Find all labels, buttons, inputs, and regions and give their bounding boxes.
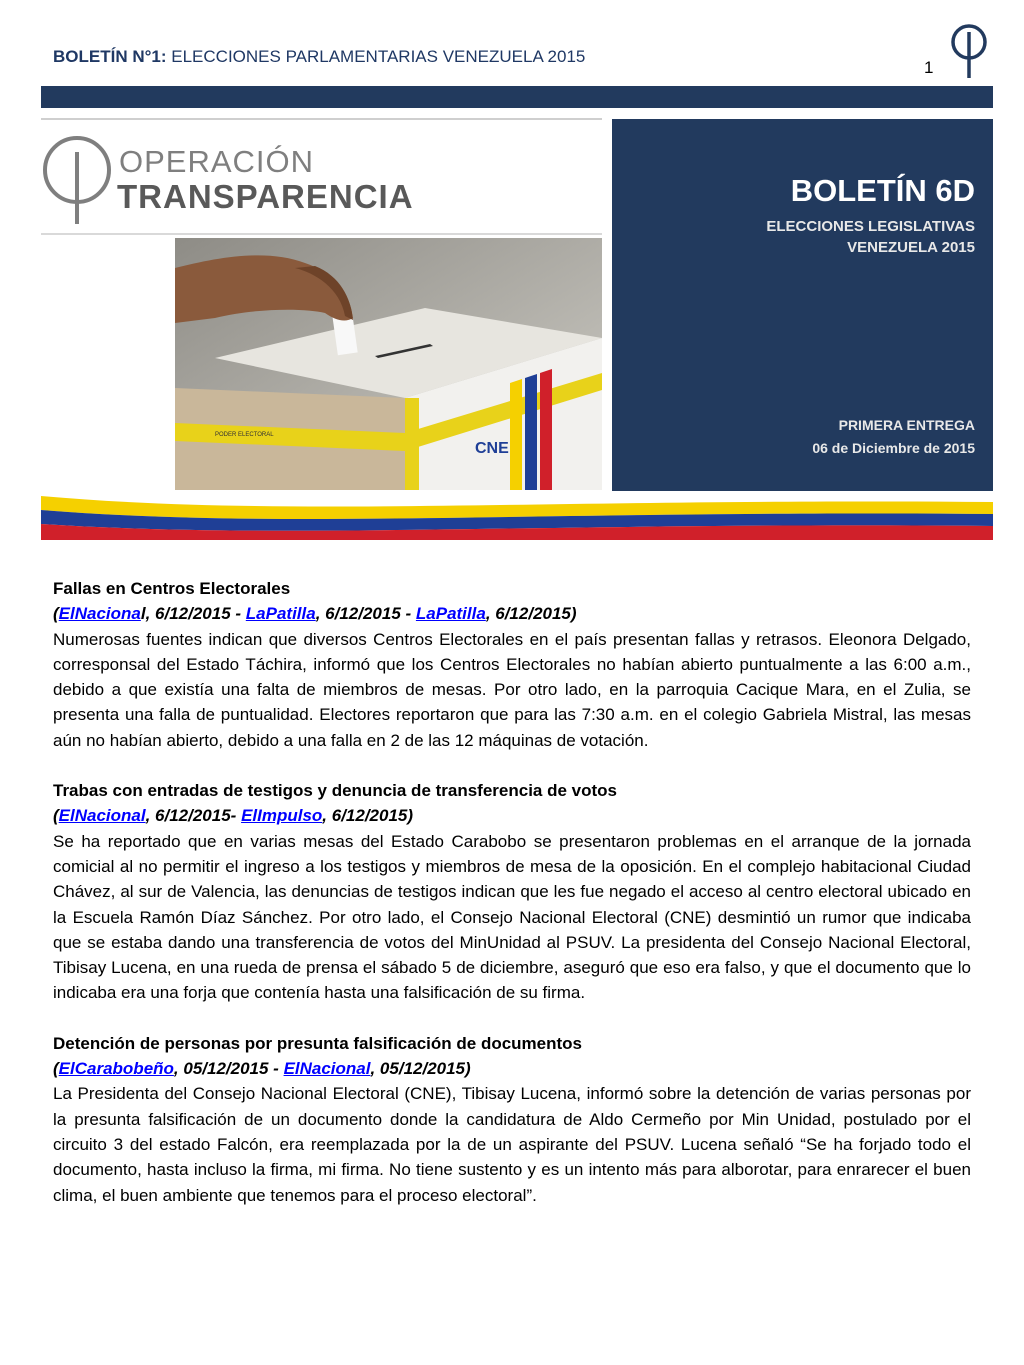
source-text: (: [53, 806, 59, 826]
source-link[interactable]: ElNacional: [58, 806, 146, 826]
bulletin-title: BOLETÍN 6D: [790, 173, 975, 208]
logo-word-transparencia: TRANSPARENCIA: [117, 178, 414, 215]
ballot-box-illustration: [175, 238, 602, 490]
source-link[interactable]: ElCarabobeño: [58, 1059, 174, 1079]
bulletin-subtitle-line1: ELECCIONES LEGISLATIVAS: [766, 218, 975, 235]
operacion-transparencia-emblem-icon: [41, 130, 111, 226]
header-title-rest: ELECCIONES PARLAMENTARIAS VENEZUELA 2015: [166, 47, 586, 66]
news-section: [53, 576, 971, 753]
section-body: Numerosas fuentes indican que diversos Centros Electorales en el país presentan fallas y retrasos. Eleonora Delgado, corresponsal del Estado Táchira, informó que los Centros Electorales no habían abierto puntualmente a las 6:00 a.m., debido a que existía una falta de miembros de mesas. Por otro lado, en la parroquia Cacique Mara, en el Zulia, se presenta una falla de puntualidad. Electores reportaron que para las 7:30 a.m. en el colegio Gabriela Mistral, las mesas aún no habían abierto, debido a una falla en 2 de las 12 máquinas de votación.: [53, 629, 971, 750]
page-number: 1: [924, 58, 934, 77]
section-title: Fallas en Centros Electorales: [53, 579, 291, 598]
source-text: (: [53, 1059, 59, 1079]
source-link[interactable]: ElNacional: [283, 1059, 371, 1079]
section-title: Trabas con entradas de testigos y denuncia de transferencia de votos: [53, 781, 618, 801]
divider: [41, 118, 602, 120]
cne-label: CNE: [475, 440, 509, 457]
bulletin-subtitle-line2: VENEZUELA 2015: [847, 239, 975, 256]
bulletin-banner: [41, 114, 993, 542]
banner-right-panel: [612, 119, 993, 491]
logo-word-operacion: OPERACIÓN: [119, 144, 315, 179]
source-text: , 6/12/2015 -: [315, 604, 416, 624]
source-text: , 6/12/2015): [322, 806, 414, 826]
source-text: , 05/12/2015): [370, 1059, 471, 1079]
news-section: [53, 778, 971, 1006]
document-header-title: [53, 47, 585, 67]
divider: [41, 233, 602, 235]
source-link[interactable]: LaPatilla: [415, 604, 486, 624]
header-rule: [41, 86, 993, 108]
section-body: Se ha reportado que en varias mesas del Estado Carabobo se presentaron problemas en el arranque de la jornada comicial al no permitir el ingreso a los testigos y miembros de mesa de la oposición. En el complejo habitacional Ciudad Chávez, al sur de Valencia, las denuncias de testigos indican que les fue negado el acceso al centro electoral ubicado en la Escuela Ramón Díaz Sánchez. Por otro lado, el Consejo Nacional Electoral (CNE) desmintió un rumor que indicaba que se estaba dando una transferencia de votos del MinUnidad al PSUV. La presidenta del Consejo Nacional Electoral, Tibisay Lucena, en una rueda de prensa el sábado 5 de diciembre, aseguró que eso era falso, y que el documento que lo indicaba era una forja que contenía hasta una falsificación de su firma.: [53, 831, 971, 1003]
source-text: , 6/12/2015-: [145, 806, 242, 826]
source-text: l, 6/12/2015 -: [140, 604, 246, 624]
source-link[interactable]: ElImpulso: [241, 806, 323, 826]
ballot-box-photo: [175, 238, 602, 490]
source-text: , 6/12/2015): [485, 604, 577, 624]
source-text: , 05/12/2015 -: [173, 1059, 284, 1079]
bulletin-content: [53, 576, 971, 1233]
source-text: (: [53, 604, 59, 624]
poder-electoral-label: PODER ELECTORAL: [215, 432, 274, 438]
header-title-bold: BOLETÍN N°1:: [53, 47, 167, 66]
bulletin-date: 06 de Diciembre de 2015: [812, 440, 975, 456]
operacion-transparencia-logo-icon: [948, 24, 990, 80]
section-sources: [53, 601, 971, 626]
section-sources: [53, 803, 971, 828]
venezuela-flag-ribbon: [41, 496, 993, 540]
news-section: [53, 1031, 971, 1208]
banner-left-panel: [41, 114, 602, 490]
bulletin-delivery: PRIMERA ENTREGA: [838, 417, 975, 433]
section-body: La Presidenta del Consejo Nacional Electoral (CNE), Tibisay Lucena, informó sobre la detención de varias personas por la presunta falsificación de un documento donde la candidatura de Aldo Cermeño por Min Unidad, postulado por el circuito 3 del estado Falcón, era reemplazada por la de un aspirante del PSUV. Lucena señaló “Se ha forjado todo el documento, hasta incluso la firma, mi firma. No tiene sustento y es un intento más para alborotar, para enrarecer el buen clima, el buen ambiente que tenemos para el proceso electoral”.: [53, 1084, 971, 1205]
source-link[interactable]: ElNaciona: [58, 604, 141, 624]
section-title: Detención de personas por presunta falsificación de documentos: [53, 1033, 583, 1053]
section-sources: [53, 1056, 971, 1081]
source-link[interactable]: LaPatilla: [245, 604, 316, 624]
